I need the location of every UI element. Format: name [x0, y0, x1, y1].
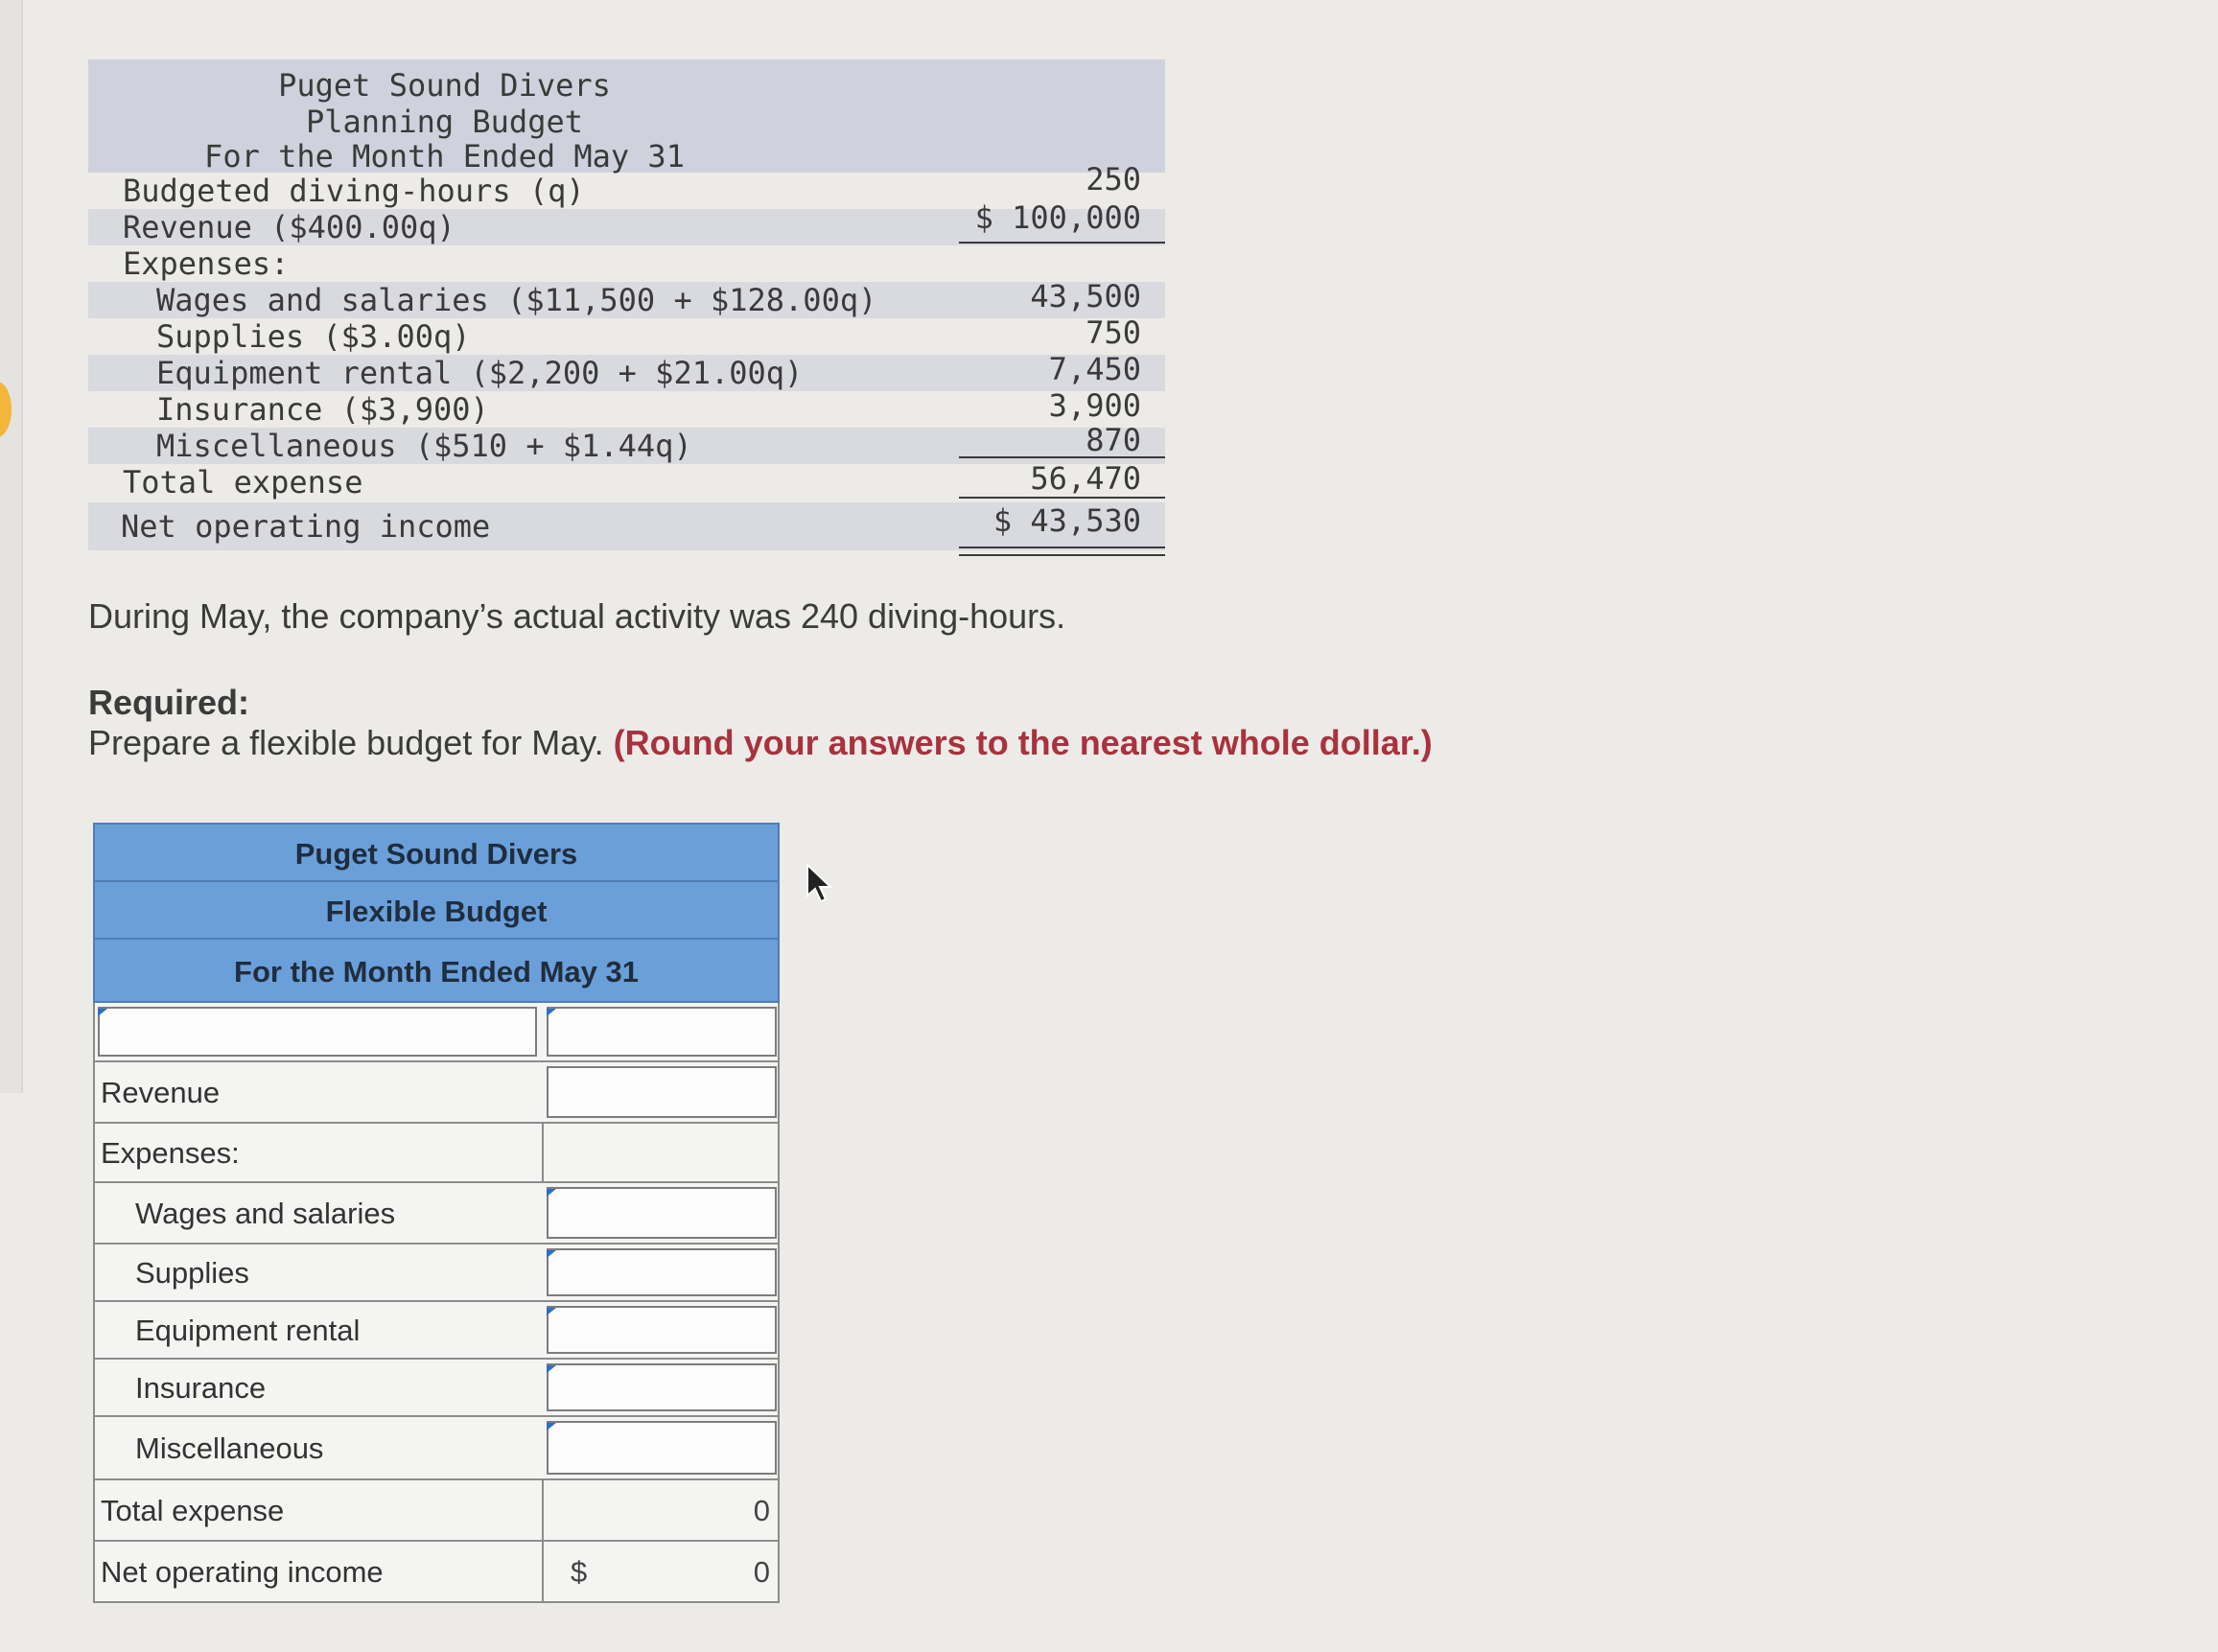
dropdown-flag-icon	[547, 1250, 556, 1258]
fb-column-divider	[542, 1480, 544, 1540]
required-text	[88, 723, 1433, 763]
activity-text: During May, the company’s actual activity was 240 diving-hours.	[88, 596, 1066, 636]
dropdown-flag-icon	[547, 1308, 556, 1315]
fb-net-income-value: 0	[753, 1555, 770, 1589]
fb-total-expense-value: 0	[753, 1494, 770, 1527]
pb-row-expenses	[88, 245, 1165, 282]
fb-row-wages	[93, 1183, 780, 1245]
required-instruction: Prepare a flexible budget for May.	[88, 723, 604, 762]
pb-row-equipment	[88, 351, 1165, 391]
fb-net-income-dollar: $	[571, 1555, 588, 1589]
fb-label-net-income: Net operating income	[101, 1555, 384, 1589]
planning-budget-period: For the Month Ended May 31	[204, 138, 685, 175]
fb-column-divider	[542, 1124, 544, 1181]
pb-label: Budgeted diving-hours (q)	[123, 173, 585, 209]
required-rounding-note: (Round your answers to the nearest whole dollar.)	[613, 723, 1433, 762]
pb-underline	[959, 242, 1165, 244]
fb-header-label-input[interactable]	[98, 1007, 537, 1057]
pb-row-total-expense	[88, 460, 1165, 500]
required-title: Required:	[88, 683, 250, 722]
fb-header-value-input[interactable]	[547, 1007, 777, 1057]
fb-equipment-input[interactable]	[547, 1306, 777, 1354]
fb-label-total-expense: Total expense	[101, 1494, 285, 1527]
planning-budget	[88, 59, 1165, 558]
pb-label: Insurance ($3,900)	[156, 391, 489, 428]
pb-label: Expenses:	[123, 245, 290, 282]
pb-row-net-income	[88, 502, 1165, 550]
fb-misc-input[interactable]	[547, 1421, 777, 1475]
pb-row-misc	[88, 422, 1165, 464]
pb-double-underline	[959, 547, 1165, 556]
fb-period: For the Month Ended May 31	[93, 938, 780, 1003]
fb-label-supplies: Supplies	[135, 1256, 249, 1290]
fb-row-net-income	[93, 1542, 780, 1603]
pb-value: 7,450	[1048, 351, 1141, 387]
dropdown-flag-icon	[547, 1009, 556, 1016]
fb-label-revenue: Revenue	[101, 1076, 221, 1109]
fb-label-wages: Wages and salaries	[135, 1197, 396, 1230]
fb-row-insurance	[93, 1360, 780, 1417]
fb-row-equipment	[93, 1302, 780, 1360]
pb-label: Wages and salaries ($11,500 + $128.00q)	[156, 282, 877, 318]
planning-budget-subtitle: Planning Budget	[306, 104, 583, 140]
pb-row-supplies	[88, 314, 1165, 355]
fb-label-equipment: Equipment rental	[135, 1314, 361, 1347]
mouse-pointer-icon	[805, 863, 834, 905]
pb-label: Revenue ($400.00q)	[123, 209, 455, 245]
pb-value: 250	[1086, 161, 1141, 198]
pb-row-revenue	[88, 199, 1165, 245]
planning-budget-header	[88, 59, 1165, 173]
fb-row-total-expense	[93, 1480, 780, 1542]
pb-row-insurance	[88, 387, 1165, 428]
fb-supplies-input[interactable]	[547, 1248, 777, 1296]
pb-label: Miscellaneous ($510 + $1.44q)	[156, 428, 692, 464]
fb-row-supplies	[93, 1245, 780, 1302]
dropdown-flag-icon	[547, 1423, 556, 1431]
fb-header-input-row	[93, 1003, 780, 1062]
fb-column-divider	[542, 1542, 544, 1601]
fb-insurance-input[interactable]	[547, 1363, 777, 1411]
fb-label-misc: Miscellaneous	[135, 1431, 324, 1465]
fb-title: Puget Sound Divers	[93, 823, 780, 882]
fb-wages-input[interactable]	[547, 1187, 777, 1239]
fb-label-insurance: Insurance	[135, 1371, 267, 1405]
pb-value: 750	[1086, 314, 1141, 351]
pb-value: $ 43,530	[992, 502, 1141, 539]
pb-value: 43,500	[1030, 278, 1141, 314]
pb-label: Net operating income	[121, 508, 491, 545]
fb-row-misc	[93, 1417, 780, 1480]
pb-label: Supplies ($3.00q)	[156, 318, 471, 355]
pb-value: $ 100,000	[974, 199, 1141, 236]
pb-value: 3,900	[1048, 387, 1141, 424]
pb-value: 56,470	[1030, 460, 1141, 497]
flexible-budget-table	[93, 823, 780, 1601]
pb-row-wages	[88, 278, 1165, 318]
dropdown-flag-icon	[98, 1009, 107, 1016]
pb-underline	[959, 456, 1165, 458]
fb-row-expenses	[93, 1124, 780, 1183]
fb-revenue-input[interactable]	[547, 1066, 777, 1118]
fb-subtitle: Flexible Budget	[93, 880, 780, 940]
pb-value: 870	[1086, 422, 1141, 458]
dropdown-flag-icon	[547, 1189, 556, 1197]
pb-label: Equipment rental ($2,200 + $21.00q)	[156, 355, 804, 391]
dropdown-flag-icon	[547, 1365, 556, 1373]
fb-row-revenue	[93, 1062, 780, 1124]
fb-label-expenses: Expenses:	[101, 1136, 240, 1170]
pb-label: Total expense	[123, 464, 363, 500]
planning-budget-title: Puget Sound Divers	[278, 67, 611, 104]
